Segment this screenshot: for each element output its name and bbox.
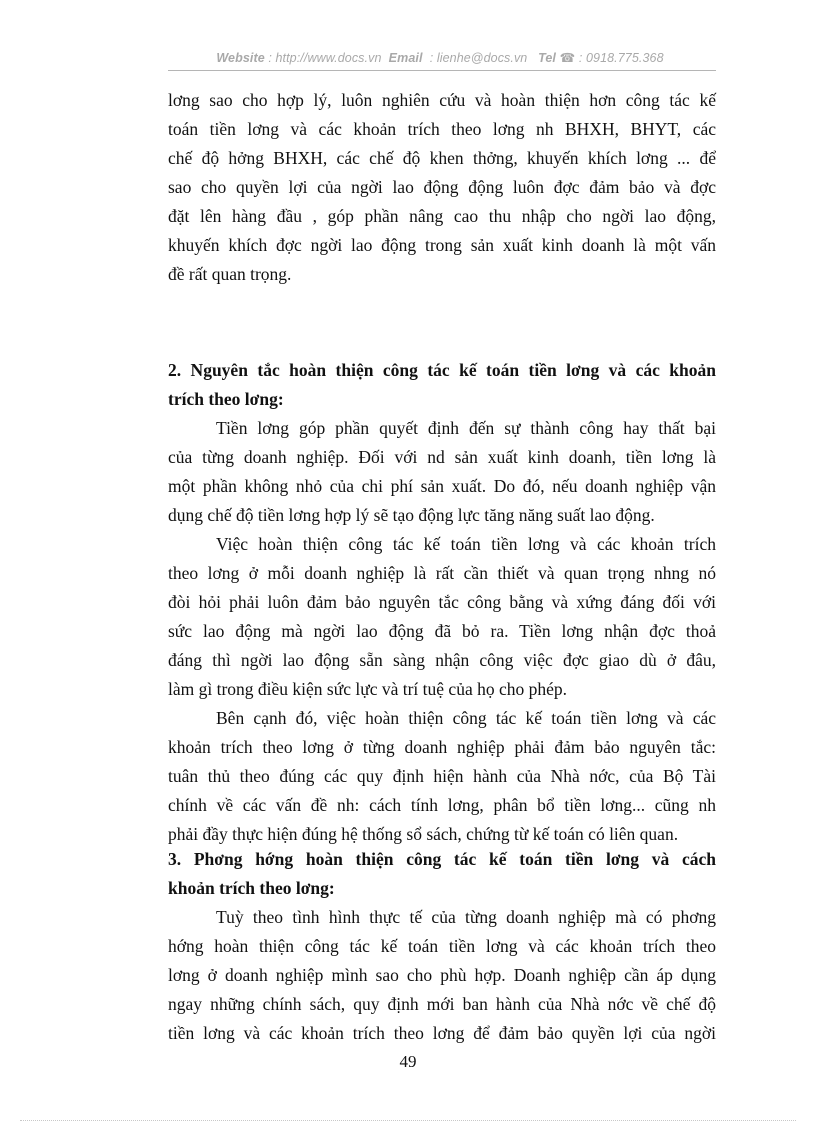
text-line: đề rất quan trọng. [168, 264, 292, 284]
text-line: chính về các vấn đề nh: cách tính lơng, phân bổ tiền lơng... cũng nh [168, 795, 716, 815]
phone-icon: ☎ [559, 51, 576, 65]
text-line: khuyến khích đợc ngời lao động trong sản xuất kinh doanh là một vấn [168, 235, 716, 255]
text-line: đặt lên hàng đầu , góp phần nâng cao thu nhập cho ngời lao động, [168, 206, 716, 226]
text-line: toán tiền lơng và các khoản trích theo lơng nh BHXH, BHYT, các [168, 119, 716, 139]
website-label: Website [216, 51, 265, 65]
text-line: khoản trích theo lơng ở từng doanh nghiệp phải đảm bảo nguyên tắc: [168, 737, 716, 757]
header-divider [168, 70, 716, 71]
section-heading: khoản trích theo lơng: [168, 878, 335, 898]
section-heading: 2. Nguyên tắc hoàn thiện công tác kế toán tiền lơng và các khoản [168, 360, 716, 380]
text-line: Tiền lơng góp phần quyết định đến sự thành công hay thất bại [216, 418, 716, 438]
text-line: dụng chế độ tiền lơng hợp lý sẽ tạo động lực tăng năng suất lao động. [168, 505, 655, 525]
website-value: : http://www.docs.vn [268, 51, 382, 65]
email-label: Email [388, 51, 423, 65]
tel-label: Tel [538, 51, 556, 65]
text-line: sức lao động mà ngời lao động đã bỏ ra. Tiền lơng nhận đợc thoả [168, 621, 716, 641]
text-line: Tuỳ theo tình hình thực tế của từng doanh nghiệp mà có phơng [216, 907, 716, 927]
text-line: tiền lơng và các khoản trích theo lơng để đảm bảo quyền lợi của ngời [168, 1023, 716, 1043]
text-line: của từng doanh nghiệp. Đối với nd sản xuất kinh doanh, tiền lơng là [168, 447, 716, 467]
tel-value: : 0918.775.368 [578, 51, 664, 65]
intro-paragraph [168, 86, 716, 289]
section-2-paragraph-1 [168, 414, 716, 530]
text-line: phải đầy thực hiện đúng hệ thống sổ sách, chứng từ kế toán có liên quan. [168, 824, 679, 844]
text-line: tuân thủ theo đúng các quy định hiện hành của Nhà nớc, của Bộ Tài [168, 766, 716, 786]
text-line: chế độ hởng BHXH, các chế độ khen thởng, khuyến khích lơng ... để [168, 148, 716, 168]
section-2-paragraph-3 [168, 704, 716, 849]
section-3 [168, 845, 716, 1048]
section-3-paragraph [168, 903, 716, 1048]
text-line: Việc hoàn thiện công tác kế toán tiền lơng và các khoản trích [216, 534, 716, 554]
page-number: 49 [399, 1052, 417, 1071]
text-line: đáng thì ngời lao động sẵn sàng nhận công việc đợc giao dù ở đâu, [168, 650, 716, 670]
text-line: lơng sao cho hợp lý, luôn nghiên cứu và hoàn thiện hơn công tác kế [168, 90, 716, 110]
text-line: làm gì trong điều kiện sức lực và trí tuệ của họ cho phép. [168, 679, 567, 699]
page-header [160, 50, 720, 65]
section-heading: 3. Phơng hớng hoàn thiện công tác kế toán tiền lơng và cách [168, 849, 716, 869]
email-value: : lienhe@docs.vn [429, 51, 528, 65]
section-2 [168, 356, 716, 849]
section-heading: trích theo lơng: [168, 389, 284, 409]
text-line: Bên cạnh đó, việc hoàn thiện công tác kế toán tiền lơng và các [216, 708, 716, 728]
text-line: sao cho quyền lợi của ngời lao động động luôn đợc đảm bảo và đợc [168, 177, 716, 197]
text-line: hớng hoàn thiện công tác kế toán tiền lơng và các khoản trích theo [168, 936, 716, 956]
footer-divider [20, 1120, 796, 1121]
text-line: theo lơng ở mỗi doanh nghiệp là rất cần thiết và quan trọng nhng nó [168, 563, 716, 583]
section-2-paragraph-2 [168, 530, 716, 704]
text-line: đòi hỏi phải luôn đảm bảo nguyên tắc công bằng và xứng đáng đối với [168, 592, 716, 612]
text-line: lơng ở doanh nghiệp mình sao cho phù hợp. Doanh nghiệp cần áp dụng [168, 965, 716, 985]
text-line: ngay những chính sách, quy định mới ban hành của Nhà nớc về chế độ [168, 994, 716, 1014]
text-line: một phần không nhỏ của chi phí sản xuất. Do đó, nếu doanh nghiệp vận [168, 476, 716, 496]
